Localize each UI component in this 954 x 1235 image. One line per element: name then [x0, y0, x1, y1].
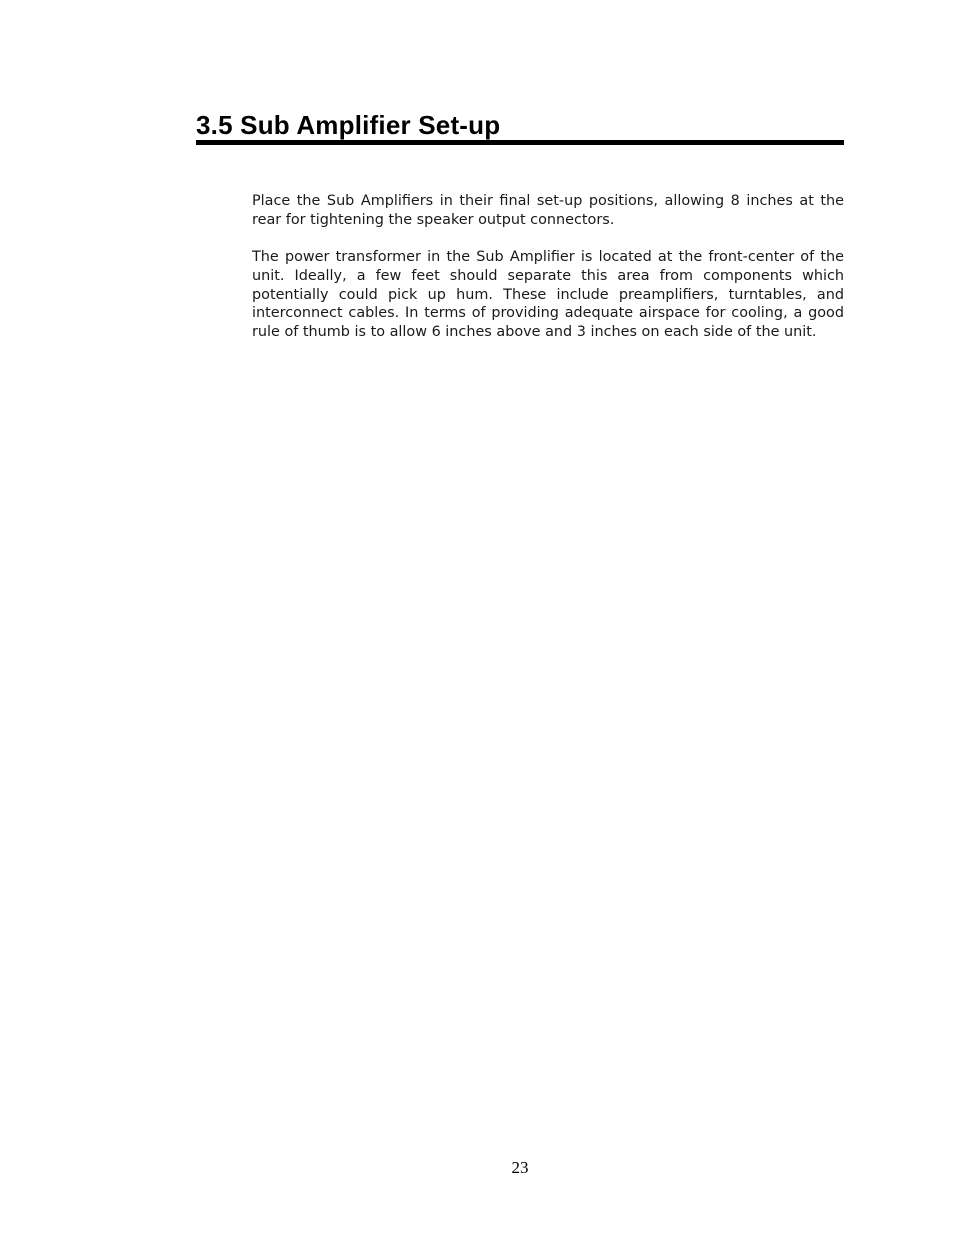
paragraph-placement: Place the Sub Amplifiers in their final set-up positions, allowing 8 inches at the rear for tightening the speaker output connectors. — [252, 193, 844, 228]
paragraph-transformer-clearance: The power transformer in the Sub Amplifier is located at the front-center of the unit. Ideally, a few feet should separate this area from components which potentially could pick up hum. These include preamplifiers, turntables, and interconnect cables. In terms of providing adequate airspace for cooling, a good rule of thumb is to allow 6 inches above and 3 inches on each side of the unit. — [252, 249, 844, 341]
section-heading: 3.5 Sub Amplifier Set-up — [196, 110, 501, 140]
heading-rule — [196, 140, 844, 145]
page-number: 23 — [511, 1158, 529, 1177]
